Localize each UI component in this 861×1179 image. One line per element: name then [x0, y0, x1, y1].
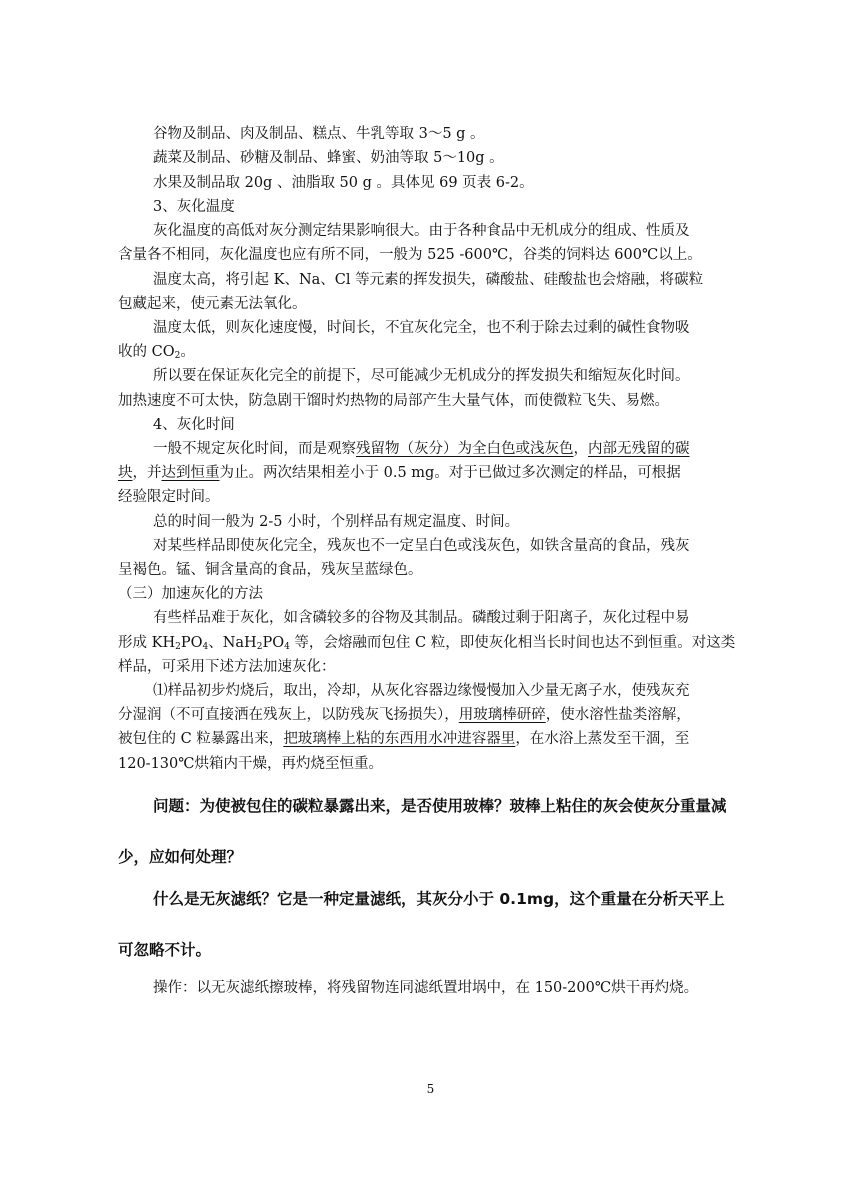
underlined-phrase: 内部无残留的碳 — [588, 441, 690, 457]
text-line: 对某些样品即使灰化完全，残灰也不一定呈白色或浅灰色，如铁含量高的食品，残灰 — [153, 538, 690, 554]
text-line: 呈褐色。锰、铜含量高的食品，残灰呈蓝绿色。 — [118, 562, 423, 578]
underlined-phrase: 块 — [118, 465, 133, 481]
text-line: 收的 $CO_2$。 — [118, 344, 195, 361]
text-line: 分湿润（不可直接洒在残灰上，以防残灰飞扬损失），用玻璃棒研碎，使水溶性盐类溶解， — [118, 707, 691, 723]
text-line: ⑴样品初步灼烧后，取出，冷却，从灰化容器边缘慢慢加入少量无离子水，使残灰充 — [153, 683, 690, 699]
text-line: 灰化温度的高低对灰分测定结果影响很大。由于各种食品中无机成分的组成、性质及 — [153, 223, 690, 239]
text-line: 操作：以无灰滤纸擦玻棒，将残留物连同滤纸置坩埚中，在 150-200℃烘干再灼烧。 — [153, 980, 699, 996]
text-line: 120-130℃烘箱内干燥，再灼烧至恒重。 — [118, 756, 383, 772]
underlined-phrase: 用玻璃棒研碎 — [458, 707, 546, 723]
definition-line: 什么是无灰滤纸？它是一种定量滤纸，其灰分小于 0.1mg，这个重量在分析天平上 — [153, 890, 725, 908]
text-line: 温度太低，则灰化速度慢，时间长，不宜灰化完全，也不利于除去过剩的碱性食物吸 — [153, 320, 690, 336]
underlined-phrase: 达到恒重 — [161, 465, 220, 481]
text-line: 块，并达到恒重为止。两次结果相差小于 0.5 mg。对于已做过多次测定的样品，可根据 — [118, 465, 681, 481]
section-heading: （三）加速灰化的方法 — [118, 586, 263, 602]
text-line: 包藏起来，使元素无法氧化。 — [118, 296, 307, 312]
text-line: 总的时间一般为 2-5 小时，个别样品有规定温度、时间。 — [153, 514, 520, 530]
underlined-phrase: 把玻璃棒上粘的东西用水冲进容器里 — [283, 731, 516, 747]
text-line: 谷物及制品、肉及制品、糕点、牛乳等取 3～5 g 。 — [153, 126, 485, 142]
definition-line: 可忽略不计。 — [118, 941, 212, 959]
section-heading: 4、灰化时间 — [153, 417, 235, 433]
text-line: 温度太高，将引起 K、Na、Cl 等元素的挥发损失，磷酸盐、硅酸盐也会熔融，将碳粒 — [153, 272, 704, 288]
text-line: 经验限定时间。 — [118, 489, 220, 505]
page-number: 5 — [426, 1082, 435, 1096]
text-line: 水果及制品取 20g 、油脂取 50 g 。具体见 69 页表 6-2。 — [153, 175, 534, 191]
text-line: 加热速度不可太快，防急剧干馏时灼热物的局部产生大量气体，而使微粒飞失、易燃。 — [118, 393, 669, 409]
section-heading: 3、灰化温度 — [153, 199, 235, 215]
text-line: 形成 $KH_2PO_4$、$NaH_2PO_4$ 等，会熔融而包住 C 粒，即使灰化相当长时间也达不到恒重。对这类 — [118, 635, 736, 652]
subscript: 2 — [174, 351, 181, 361]
underlined-phrase: 残留物（灰分）为全白色或浅灰色 — [356, 441, 574, 457]
text-line: 蔬菜及制品、砂糖及制品、蜂蜜、奶油等取 5～10g 。 — [153, 150, 504, 166]
text-line: 含量各不相同，灰化温度也应有所不同，一般为 525 -600℃，谷类的饲料达 600℃以上。 — [118, 247, 702, 263]
text-line: 所以要在保证灰化完全的前提下，尽可能减少无机成分的挥发损失和缩短灰化时间。 — [153, 368, 690, 384]
text-line: 一般不规定灰化时间，而是观察残留物（灰分）为全白色或浅灰色，内部无残留的碳 — [153, 441, 690, 457]
question-line: 少，应如何处理？ — [118, 848, 243, 866]
text-line: 样品，可采用下述方法加速灰化： — [118, 659, 336, 675]
text-line: 有些样品难于灰化，如含磷较多的谷物及其制品。磷酸过剩于阳离子，灰化过程中易 — [153, 610, 690, 626]
question-line: 问题：为使被包住的碳粒暴露出来，是否使用玻棒？玻棒上粘住的灰会使灰分重量减 — [153, 797, 727, 815]
text-line: 被包住的 C 粒暴露出来，把玻璃棒上粘的东西用水冲进容器里，在水浴上蒸发至干涸，至 — [118, 731, 690, 747]
